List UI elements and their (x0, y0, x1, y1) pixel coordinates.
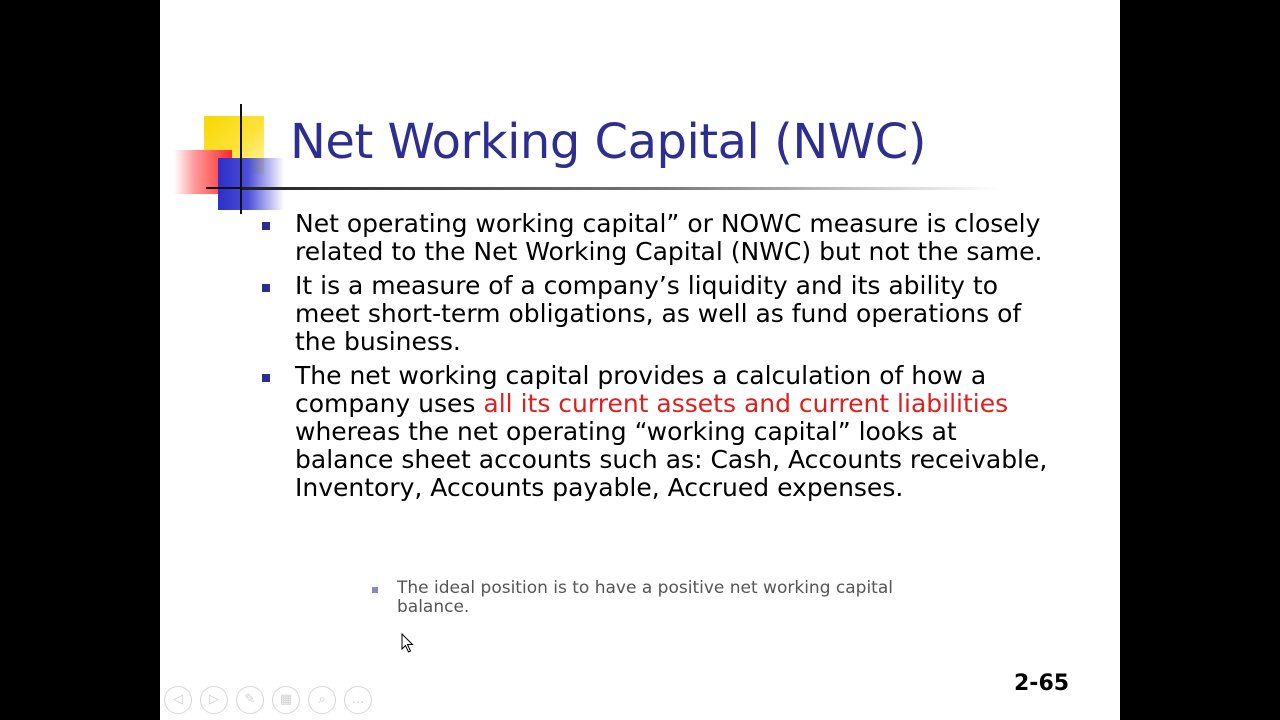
logo-square-blue (218, 158, 284, 210)
sub-bullet-text: The ideal position is to have a positive net working capital balance. (397, 578, 893, 617)
magnifier-icon: ⌕ (318, 692, 326, 707)
slide-title: Net Working Capital (NWC) (290, 114, 926, 170)
bullet-item (258, 272, 1058, 356)
bullet-text: Net operating working capital” or NOWC measure is closely related to the Net Working Capital (NWC) but not the same. (295, 209, 1043, 266)
chevron-right-icon: ▷ (209, 692, 219, 707)
pen-tool-button[interactable] (236, 686, 264, 714)
slide-number: 2-65 (1014, 671, 1070, 696)
bullet-text-start: The net working capital provides a calculation of how a company uses (295, 361, 987, 418)
bullet-item (258, 210, 1058, 266)
bullet-text-end: whereas the net operating “working capital” looks at balance sheet accounts such as: Cash, Accounts receivable, Inventory, Accounts payable, Accrued expenses. (295, 417, 1048, 502)
logo-vertical-line (240, 104, 242, 214)
highlighted-text: all its current assets and current liabilities (483, 389, 1009, 418)
bullet-text: It is a measure of a company’s liquidity and its ability to meet short-term obligations, as well as fund operations of the business. (295, 271, 1022, 356)
mouse-pointer-icon (401, 633, 415, 653)
sub-bullet (372, 579, 917, 617)
slide-overview-button[interactable] (272, 686, 300, 714)
slideshow-controls (164, 686, 372, 714)
grid-icon: ▦ (279, 692, 293, 707)
chevron-left-icon: ◁ (173, 692, 183, 707)
pen-icon: ✎ (244, 692, 256, 707)
ellipsis-icon: … (351, 692, 365, 707)
more-options-button[interactable] (344, 686, 372, 714)
bullet-square-icon (262, 284, 270, 292)
slide-canvas (160, 0, 1120, 720)
previous-slide-button[interactable] (164, 686, 192, 714)
bullet-square-icon (262, 374, 270, 382)
bullet-list (258, 210, 1058, 508)
bullet-square-icon (262, 222, 270, 230)
zoom-button[interactable] (308, 686, 336, 714)
sub-bullet-square-icon (372, 587, 378, 593)
title-underline (242, 187, 1002, 190)
next-slide-button[interactable] (200, 686, 228, 714)
bullet-item (258, 362, 1058, 502)
